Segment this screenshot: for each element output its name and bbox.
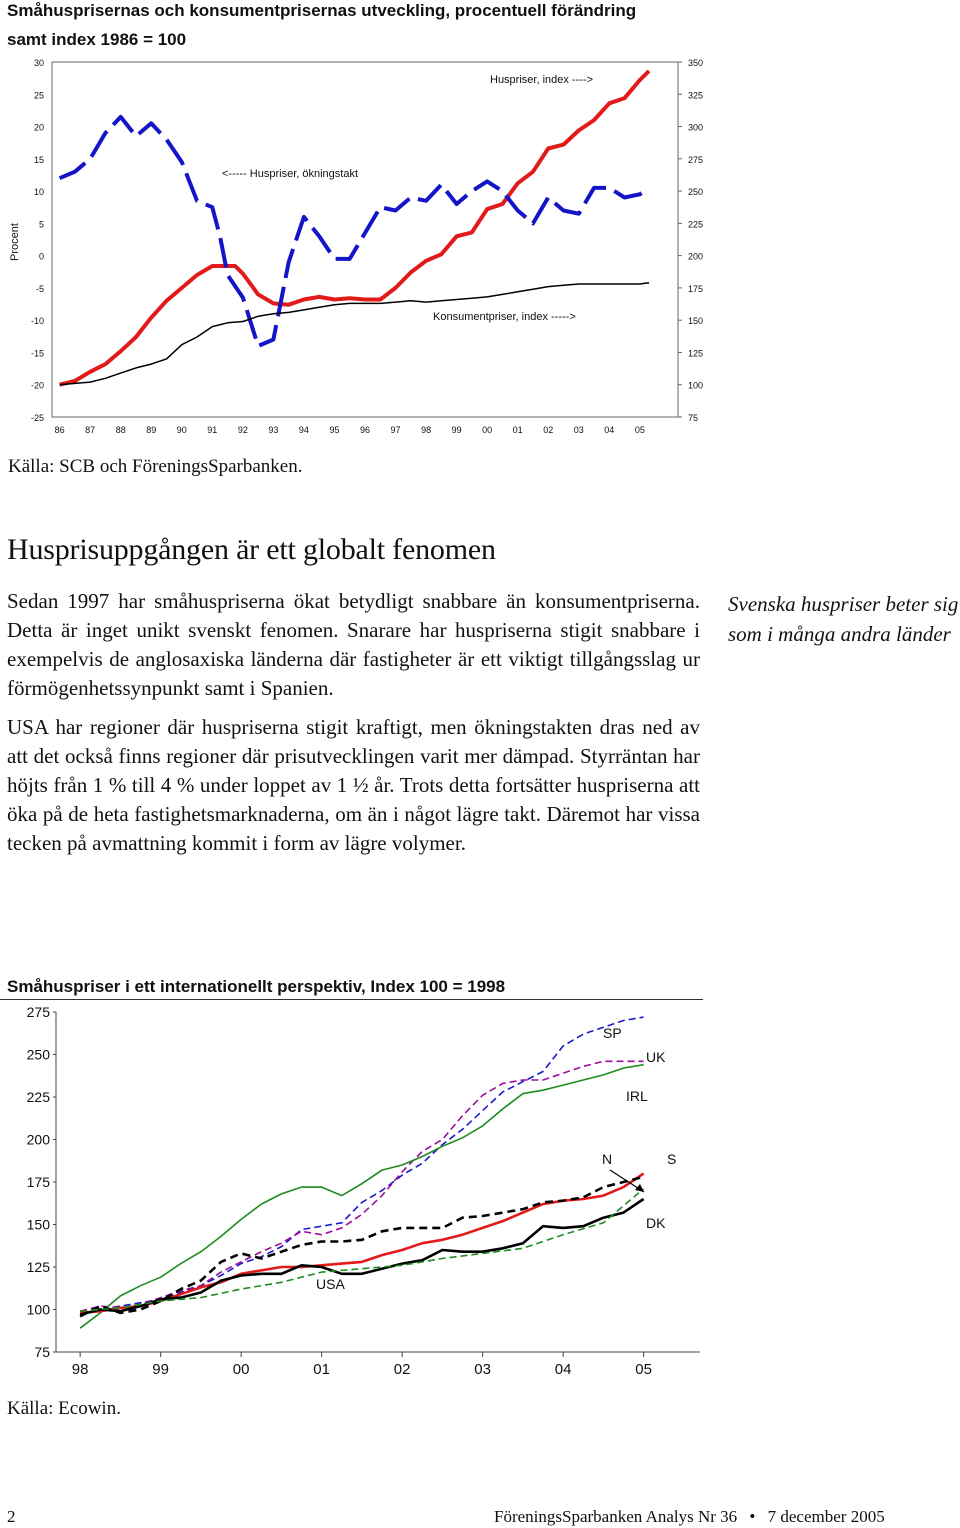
chart2-series-usa: [80, 1189, 644, 1311]
chart2-x-tick-label: 03: [474, 1361, 491, 1378]
chart1-right-tick-label: 225: [688, 219, 704, 230]
chart1-left-tick-label: -20: [30, 380, 44, 391]
chart2-x-tick-label: 05: [635, 1361, 652, 1378]
chart2-series-label: S: [667, 1151, 677, 1167]
chart2-x-tick-label: 02: [393, 1361, 411, 1378]
chart1-x-tick-label: 97: [390, 425, 401, 435]
footer-date: 7 december 2005: [767, 1507, 885, 1526]
chart2-y-tick-label: 125: [26, 1259, 50, 1275]
footer-bullet: •: [749, 1507, 756, 1526]
chart2-x-tick-label: 98: [71, 1361, 89, 1378]
chart2-y-tick-label: 275: [26, 1004, 50, 1020]
chart1-swedish-house-prices: [0, 52, 712, 440]
chart1-left-tick-label: 0: [38, 251, 44, 262]
chart1-x-tick-label: 02: [543, 425, 554, 435]
chart1-plot-frame: [52, 62, 678, 417]
chart2-source: Källa: Ecowin.: [7, 1398, 121, 1419]
chart1-x-tick-label: 00: [482, 425, 493, 435]
chart1-left-tick-label: 20: [33, 122, 44, 133]
chart2-y-tick-label: 175: [26, 1174, 50, 1190]
chart1-x-tick-label: 03: [573, 425, 584, 435]
chart1-right-tick-label: 250: [688, 187, 704, 198]
chart2-y-tick-label: 100: [26, 1301, 50, 1318]
chart1-x-tick-label: 94: [298, 425, 309, 435]
chart1-series-line: [60, 71, 649, 385]
chart2-y-tick-label: 250: [26, 1046, 50, 1063]
chart2-series-label: DK: [646, 1215, 666, 1231]
chart1-x-tick-label: 93: [268, 425, 279, 435]
chart1-source: Källa: SCB och FöreningsSparbanken.: [8, 456, 303, 477]
chart1-x-tick-label: 01: [512, 425, 523, 435]
chart1-annotation: <----- Huspriser, ökningstakt: [222, 168, 359, 180]
chart1-left-tick-label: 25: [33, 90, 44, 101]
chart2-series-label: N: [602, 1151, 613, 1167]
chart1-right-tick-label: 300: [688, 122, 704, 133]
page-number: 2: [7, 1507, 16, 1526]
chart2-x-tick-label: 01: [313, 1361, 330, 1378]
body-text: [7, 587, 700, 868]
chart1-left-tick-label: 10: [33, 187, 44, 198]
paragraph-1: Sedan 1997 har småhuspriserna ökat betydligt snabbare än konsumentpriserna. Detta är inget unikt svenskt fenomen. Snarare har huspriserna stigit snabbare i exempelvis de anglosaxiska länderna där fastigheter är ett viktigt tillgångsslag ur förmögenhetssynpunkt samt i Spanien.: [7, 589, 700, 700]
chart1-annotation: Konsumentpriser, index ----->: [433, 311, 576, 323]
chart1-left-tick-label: 5: [38, 219, 44, 230]
chart1-left-tick-label: -5: [35, 283, 44, 294]
paragraph-2: USA har regioner där huspriserna stigit kraftigt, men ökningstakten dras ned av att det också finns regioner där prisutvecklingen varit mer dämpad. Styrräntan har höjts från 1 % till 4 % under loppet av 1 ½ år. Trots detta fortsätter huspriserna att öka på de heta fastighetsmarknaderna, om än i något lägre takt. Däremot har vissa tecken på avmattning kommit i form av lägre volymer.: [7, 715, 700, 855]
footer-publication-name: FöreningsSparbanken Analys Nr 36: [494, 1507, 738, 1526]
chart1-right-tick-label: 175: [688, 283, 704, 294]
chart1-x-tick-label: 99: [451, 425, 462, 435]
chart2-label-pointer-arrowhead: [635, 1184, 644, 1192]
chart2-series-label: UK: [646, 1049, 666, 1065]
chart2-x-tick-label: 00: [232, 1361, 250, 1378]
chart1-x-tick-label: 96: [359, 425, 371, 435]
chart1-right-tick-label: 100: [688, 380, 704, 391]
section-heading: Husprisuppgången är ett globalt fenomen: [7, 533, 496, 566]
chart2-series-label: SP: [603, 1025, 622, 1041]
chart1-x-tick-label: 92: [237, 425, 248, 435]
chart1-annotation: Huspriser, index ---->: [490, 74, 594, 86]
chart1-left-tick-label: 30: [33, 58, 44, 68]
chart1-right-tick-label: 75: [688, 413, 699, 423]
margin-note: Svenska huspriser beter sig som i många andra länder: [728, 592, 959, 646]
chart1-left-tick-label: -15: [30, 348, 44, 359]
chart2-y-tick-label: 75: [34, 1344, 50, 1360]
chart1-title-block: [7, 0, 947, 52]
chart1-title-line2: samt index 1986 = 100: [7, 30, 187, 49]
chart2-series-sp: [80, 1017, 644, 1311]
chart1-right-tick-label: 125: [688, 348, 704, 359]
chart2-x-tick-label: 04: [554, 1361, 572, 1378]
chart1-x-tick-label: 87: [85, 425, 96, 435]
chart2-y-tick-label: 225: [26, 1089, 50, 1105]
chart1-right-tick-label: 350: [688, 58, 704, 68]
chart2-series-s: [80, 1174, 644, 1313]
chart2-series-label: USA: [316, 1276, 345, 1292]
chart2-y-tick-label: 200: [26, 1131, 50, 1148]
chart1-x-tick-label: 91: [207, 425, 218, 435]
chart1-right-tick-label: 150: [688, 316, 704, 327]
chart1-right-tick-label: 275: [688, 154, 704, 165]
footer-publication: [494, 1507, 885, 1527]
chart1-y-axis-label: Procent: [9, 223, 21, 261]
chart2-series-irl: [80, 1065, 644, 1329]
chart1-left-tick-label: 15: [33, 154, 44, 165]
chart2-title: Småhuspriser i ett internationellt perspektiv, Index 100 = 1998: [7, 977, 506, 996]
chart1-x-tick-label: 04: [604, 425, 615, 435]
chart1-x-tick-label: 98: [421, 425, 432, 435]
chart1-x-tick-label: 88: [115, 425, 126, 435]
chart1-left-tick-label: -25: [30, 413, 44, 423]
chart1-x-tick-label: 95: [329, 425, 340, 435]
chart1-x-tick-label: 90: [176, 425, 187, 435]
chart1-x-tick-label: 89: [146, 425, 157, 435]
chart1-left-tick-label: -10: [30, 316, 44, 327]
chart1-title-line1: Småhusprisernas och konsumentprisernas utveckling, procentuell förändring: [7, 1, 637, 20]
chart1-right-tick-label: 200: [688, 251, 704, 262]
chart2-x-tick-label: 99: [152, 1361, 169, 1378]
chart2-y-tick-label: 150: [26, 1216, 50, 1233]
chart2-series-n: [80, 1177, 644, 1316]
chart1-right-tick-label: 325: [688, 90, 704, 101]
chart2-international-house-prices: [0, 1000, 712, 1395]
chart1-x-tick-label: 05: [634, 425, 645, 435]
chart2-series-label: IRL: [626, 1088, 648, 1104]
chart1-x-tick-label: 86: [54, 425, 65, 435]
